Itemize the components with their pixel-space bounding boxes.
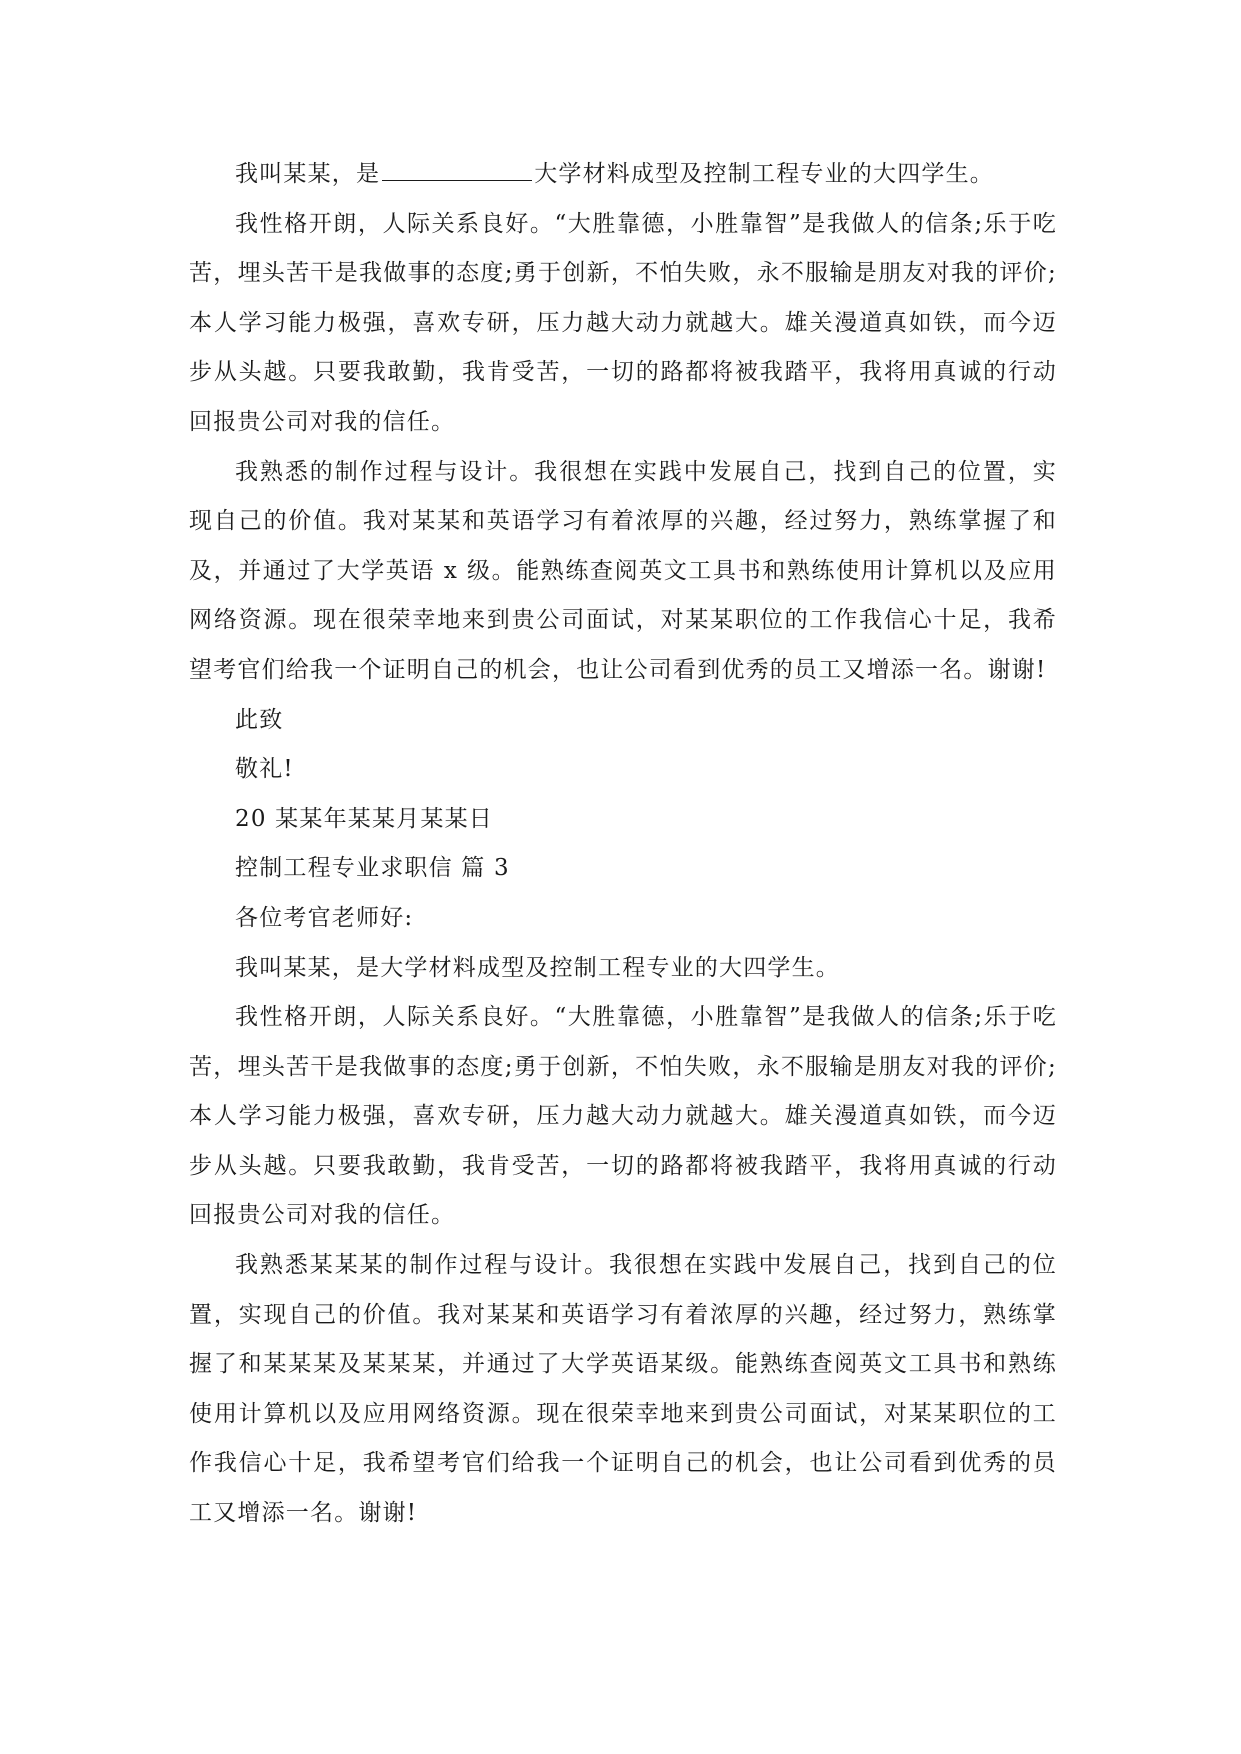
personality-paragraph-2: 我性格开朗，人际关系良好。“大胜靠德，小胜靠智”是我做人的信条;乐于吃苦，埋头苦干是我做事的态度;勇于创新，不怕失败，永不服输是朋友对我的评价;本人学习能力极强，喜欢专研，压力越大动力就越大。雄关漫道真如铁，而今迈步从头越。只要我敢勤，我肯受苦，一切的路都将被我踏平，我将用真诚的行动回报贵公司对我的信任。 [189, 1004, 1057, 1229]
intro-paragraph [189, 150, 1057, 200]
personality-paragraph: 我性格开朗，人际关系良好。“大胜靠德，小胜靠智”是我做人的信条;乐于吃苦，埋头苦干是我做事的态度;勇于创新，不怕失败，永不服输是朋友对我的评价;本人学习能力极强，喜欢专研，压力越大动力就越大。雄关漫道真如铁，而今迈步从头越。只要我敢勤，我肯受苦，一切的路都将被我踏平，我将用真诚的行动回报贵公司对我的信任。 [189, 210, 1057, 435]
skills-paragraph-2: 我熟悉某某某的制作过程与设计。我很想在实践中发展自己，找到自己的位置，实现自己的价值。我对某某和英语学习有着浓厚的兴趣，经过努力，熟练掌握了和某某某及某某某，并通过了大学英语某级。能熟练查阅英文工具书和熟练使用计算机以及应用网络资源。现在很荣幸地来到贵公司面试，对某某职位的工作我信心十足，我希望考官们给我一个证明自己的机会，也让公司看到优秀的员工又增添一名。谢谢! [189, 1252, 1057, 1527]
section-heading: 控制工程专业求职信 篇 3 [235, 855, 510, 882]
document-body [189, 150, 1057, 1539]
fill-in-blank [382, 158, 532, 181]
intro-text-after-blank: 大学材料成型及控制工程专业的大四学生。 [534, 161, 995, 187]
closing-regards: 敬礼! [235, 756, 294, 783]
intro-paragraph-2: 我叫某某，是大学材料成型及控制工程专业的大四学生。 [235, 954, 840, 981]
letter-date: 20 某某年某某月某某日 [235, 805, 493, 832]
skills-paragraph: 我熟悉的制作过程与设计。我很想在实践中发展自己，找到自己的位置，实现自己的价值。我对某某和英语学习有着浓厚的兴趣，经过努力，熟练掌握了和及，并通过了大学英语 x 级。能熟练查阅英文工具书和熟练使用计算机以及应用网络资源。现在很荣幸地来到贵公司面试，对某某职位的工作我信心十足，我希望考官们给我一个证明自己的机会，也让公司看到优秀的员工又增添一名。谢谢! [189, 458, 1057, 683]
closing-salutation: 此致 [235, 706, 284, 733]
letter-greeting: 各位考官老师好: [235, 904, 414, 931]
intro-text-before-blank: 我叫某某，是 [235, 161, 381, 187]
